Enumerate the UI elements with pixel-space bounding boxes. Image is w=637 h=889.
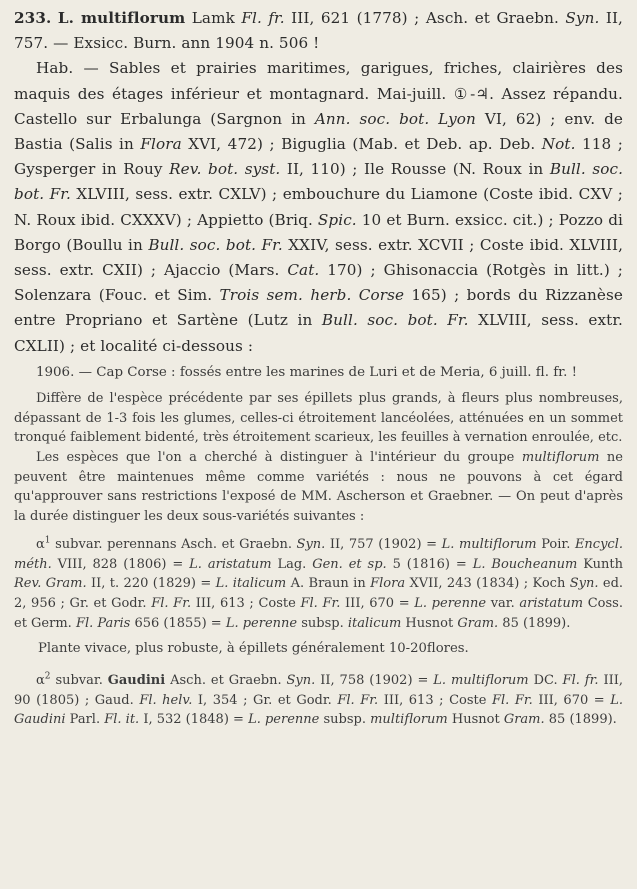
observation-paragraph: 1906. — Cap Corse : fossés entre les marines de Luri et de Meria, 6 juill. fl. fr. ! <box>36 364 578 380</box>
subvar-ref: L. Boucheanum <box>472 556 578 572</box>
habitat-text: 10 et Burn. exsicc. cit.) ; Pozzo di Borgo (Boullu in <box>14 210 623 254</box>
subvar-text: var. <box>486 596 520 612</box>
subvar-ref: Fl. Fr. <box>300 596 341 612</box>
subvar-ref: Syn. <box>569 576 599 592</box>
subvar-ref: Syn. <box>296 536 326 552</box>
subvar-ref: L. aristatum <box>189 556 272 572</box>
habitat-text: 165) ; bords du Rizzanèse entre Propriano et Sartène (Lutz in <box>14 286 623 330</box>
note-text: Les espèces que l'on a cherché à distinguer à l'intérieur du groupe <box>36 449 522 465</box>
subvar-text: III, 613 ; Coste <box>378 692 492 708</box>
subvar-mark: α <box>36 536 45 552</box>
habitat-text: XVI, 472) ; Biguglia (Mab. et Deb. ap. Deb. <box>181 135 542 154</box>
subvar-text: subvar. <box>50 672 108 688</box>
habitat-paragraph <box>14 56 623 358</box>
subvar-ref: L. perenne <box>225 615 298 631</box>
subvar-text: A. Braun in <box>286 576 371 592</box>
habitat-ref: Rev. bot. syst. <box>169 160 281 179</box>
subvar-text: Coss. et Germ. <box>14 596 623 631</box>
subvar-text: III, 613 ; Coste <box>191 596 301 612</box>
habitat-text: II, 110) ; Ile Rousse (N. Roux in <box>280 160 550 179</box>
subvar-ref: Fl. helv. <box>139 692 193 708</box>
subvar-mark: α <box>36 672 45 688</box>
subvar-ref: Gram. <box>503 712 545 728</box>
habitat-text: VI, 62) ; env. de Bastia (Salis in <box>14 109 623 154</box>
subvar-ref: L. multiflorum <box>433 672 529 688</box>
subvar-name: Gaudini <box>107 672 166 688</box>
subvariety-gaudini <box>14 671 623 730</box>
subvar-name: perennans <box>107 536 177 552</box>
habitat-text: XLVIII, sess. extr. CXLV) ; embouchure du Liamone (Coste ibid. CXV ; N. Roux ibid. CXXXV) ; Appietto (Briq. <box>14 185 623 229</box>
subvar-ref: Flora <box>370 576 406 592</box>
subvar-ref: L. perenne <box>414 596 487 612</box>
habitat-ref: Trois sem. herb. Corse <box>219 286 405 305</box>
subvar-text: II, 758 (1902) = <box>315 672 434 688</box>
note-text: ne peuvent être maintenues même comme variétés : nous ne pouvons à cet égard qu'approuver sans restrictions l'exposé de MM. Ascherson et Graebner. — On peut d'après la durée distinguer les deux sous-variétés suivantes : <box>14 449 623 525</box>
species-entry <box>14 6 623 56</box>
habitat-ref: Cat. <box>287 261 320 280</box>
subvar-text: subvar. <box>50 536 108 552</box>
habitat-text: Hab. — Sables et prairies maritimes, garigues, friches, clairières des maquis des étages inférieur et montagnard. Mai-juill. ①-♃. Assez répandu. Castello sur Erbalunga (Sargnon in <box>14 59 623 128</box>
entry-text: Lamk <box>185 9 242 27</box>
note-paragraph: Diffère de l'espèce précédente par ses épillets plus grands, à fleurs plus nombreuses, dépassant de 1-3 fois les glumes, celles-ci étroitement lancéolées, atténuées en un sommet tronqué faiblement bidenté, très étroitement scarieux, les feuilles à vernation enroulée, etc. <box>14 390 623 446</box>
subvar-ref: aristatum <box>519 596 584 612</box>
entry-text: III, 621 (1778) ; Asch. et Graebn. <box>284 9 566 27</box>
subvar-text: Asch. et Graebn. <box>176 536 297 552</box>
subvar-ref: Gram. <box>457 615 499 631</box>
habitat-ref: Spic. <box>317 210 357 229</box>
entry-ref: Fl. fr. <box>241 9 285 27</box>
subvar-text: XVII, 243 (1834) ; Koch <box>405 576 570 592</box>
subvar-text: VIII, 828 (1806) = <box>51 556 190 572</box>
subvar-text: DC. <box>528 672 563 688</box>
subvar-text: subsp. <box>319 712 371 728</box>
subvar-text: Asch. et Graebn. <box>165 672 287 688</box>
subvar-text: 85 (1899). <box>544 712 617 728</box>
subvar-ref: Fl. Fr. <box>151 596 192 612</box>
species-name: L. multiflorum <box>57 9 186 27</box>
habitat-ref: Ann. soc. bot. Lyon <box>314 109 476 128</box>
subvar-ref: Fl. Fr. <box>491 692 533 708</box>
subvar-text: II, t. 220 (1829) = <box>86 576 216 592</box>
subvar-ref: L. italicum <box>215 576 287 592</box>
subvar-ref: Fl. it. <box>104 712 140 728</box>
subvar-text: I, 532 (1848) = <box>139 712 249 728</box>
subvar-text: Kunth <box>577 556 624 572</box>
subvar-ref: L. multiflorum <box>441 536 537 552</box>
subvariety-description: Plante vivace, plus robuste, à épillets généralement 10-20flores. <box>38 640 469 656</box>
subvar-text: ed. 2, 956 ; Gr. et Godr. <box>14 576 624 612</box>
subvar-text: Lag. <box>271 556 313 572</box>
habitat-ref: Bull. soc. bot. Fr. <box>14 160 623 204</box>
habitat-ref: Not. <box>541 135 576 154</box>
habitat-ref: Bull. soc. bot. Fr. <box>148 235 283 254</box>
subvar-ref: Rev. Gram. <box>14 576 87 592</box>
subvar-text: 85 (1899). <box>498 615 571 631</box>
subvar-ref: multiflorum <box>370 712 448 728</box>
subvar-ref: Fl. Fr. <box>337 692 379 708</box>
subvar-ref: Encycl. méth. <box>14 536 623 572</box>
subvar-ref: Syn. <box>286 672 316 688</box>
subvar-text: III, 670 = <box>532 692 611 708</box>
subvar-text: 656 (1855) = <box>130 615 226 631</box>
habitat-text: 170) ; Ghisonaccia (Rotgès in litt.) ; Solenzara (Fouc. et Sim. <box>14 261 623 305</box>
subvar-ref: italicum <box>347 615 402 631</box>
subvar-ref: L. Gaudini <box>14 692 624 728</box>
subvar-text: I, 354 ; Gr. et Godr. <box>192 692 338 708</box>
subvar-text: Poir. <box>536 536 575 552</box>
subvar-ref: Fl. fr. <box>562 672 599 688</box>
habitat-text: 118 ; Gysperger in Rouy <box>14 135 623 179</box>
subvar-mark-sup: 2 <box>44 671 51 682</box>
habitat-text: XLVIII, sess. extr. CXLII) ; et localité ci-dessous : <box>14 311 623 355</box>
subvar-text: II, 757 (1902) = <box>325 536 442 552</box>
subvar-text: Husnot <box>401 615 458 631</box>
subvar-mark-sup: 1 <box>44 535 51 546</box>
entry-text: II, 757. — Exsicc. Burn. ann 1904 n. 506 ! <box>14 9 623 53</box>
note-ref: multiflorum <box>521 449 600 465</box>
subvar-text: 5 (1816) = <box>386 556 473 572</box>
subvar-text: Parl. <box>65 712 105 728</box>
entry-number: 233. <box>14 9 52 27</box>
subvar-text: III, 90 (1805) ; Gaud. <box>14 672 623 708</box>
subvar-text: subsp. <box>297 615 348 631</box>
subvar-text: III, 670 = <box>340 596 415 612</box>
habitat-text: XXIV, sess. extr. XCVII ; Coste ibid. XLVIII, sess. extr. CXII) ; Ajaccio (Mars. <box>14 235 623 280</box>
subvar-ref: Gen. et sp. <box>312 556 387 572</box>
subvar-text: Husnot <box>447 712 504 728</box>
habitat-ref: Bull. soc. bot. Fr. <box>321 311 469 330</box>
subvariety-perennans <box>14 535 623 634</box>
subvar-ref: L. perenne <box>248 712 320 728</box>
subvar-ref: Fl. Paris <box>75 615 131 631</box>
note-paragraph <box>14 448 623 527</box>
habitat-ref: Flora <box>140 135 182 154</box>
entry-ref: Syn. <box>565 9 600 27</box>
